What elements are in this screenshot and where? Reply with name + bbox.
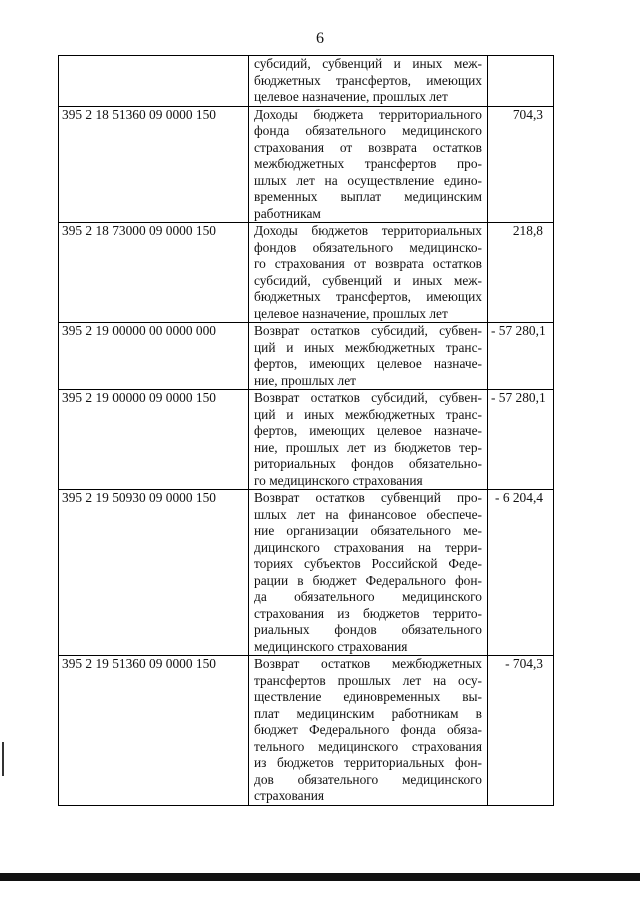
item-name-line: Возврат остатков субсидий, субвен- — [254, 390, 482, 405]
item-name-cell — [249, 56, 488, 107]
item-name-line: субсидий, субвенций и иных меж- — [254, 272, 482, 288]
item-name-cell — [249, 323, 488, 390]
table-row — [59, 490, 554, 656]
item-name-line: ториях субъектов Российской Феде- — [254, 556, 482, 571]
item-name-line: Доходы бюджетов территориальных — [254, 223, 482, 238]
item-name-line: фонда обязательного медицинского — [254, 123, 482, 138]
amount-cell — [488, 56, 554, 107]
item-name-line: да обязательного медицинского — [254, 589, 482, 604]
budget-code-cell: 395 2 19 00000 09 0000 150 — [59, 390, 249, 490]
amount-cell: - 704,3 — [488, 656, 554, 806]
item-name-line: субсидий, субвенций и иных меж- — [254, 56, 482, 71]
item-name-line: временных выплат медицинским — [254, 189, 482, 204]
budget-code-cell: 395 2 19 50930 09 0000 150 — [59, 490, 249, 656]
item-name-line: фертов, имеющих целевое назначе- — [254, 423, 482, 438]
table-row — [59, 323, 554, 390]
item-name-line: Возврат остатков субсидий, субвен- — [254, 323, 482, 338]
item-name-line: Возврат остатков субвенций про- — [254, 490, 482, 505]
budget-code-cell: 395 2 18 51360 09 0000 150 — [59, 106, 249, 223]
amount-cell: - 57 280,1 — [488, 323, 554, 390]
budget-code-cell: 395 2 19 51360 09 0000 150 — [59, 656, 249, 806]
budget-code-cell — [59, 56, 249, 107]
table-body — [59, 56, 554, 806]
item-name-line: ществление единовременных вы- — [254, 689, 482, 704]
item-name-line: бюджет Федерального фонда обяза- — [254, 722, 482, 737]
item-name-line: плат медицинским работникам в — [254, 705, 482, 721]
item-name-cell — [249, 223, 488, 323]
page-number: 6 — [316, 30, 324, 47]
item-name-line: Доходы бюджета территориального — [254, 106, 482, 122]
item-name-cell — [249, 490, 488, 656]
item-name-line: шлых лет на финансовое обеспече- — [254, 506, 482, 522]
item-name-line: риториальных фондов обязательно- — [254, 456, 482, 471]
budget-table — [58, 55, 554, 806]
table-row — [59, 390, 554, 490]
amount-cell: - 6 204,4 — [488, 490, 554, 656]
scan-margin-mark — [2, 742, 4, 776]
item-name-line: ций и иных межбюджетных транс- — [254, 406, 482, 422]
item-name-line: ние организации обязательного ме- — [254, 523, 482, 538]
item-name-line: го медицинского страхования — [254, 472, 423, 488]
amount-cell: 704,3 — [488, 106, 554, 223]
item-name-line: дицинского страхования на терри- — [254, 539, 482, 555]
item-name-cell — [249, 106, 488, 223]
item-name-line: страхования от возврата остатков — [254, 139, 482, 155]
item-name-line: фертов, имеющих целевое назначе- — [254, 356, 482, 371]
amount-cell: - 57 280,1 — [488, 390, 554, 490]
item-name-line: тельного медицинского страхования — [254, 738, 482, 754]
item-name-line: страхования — [254, 788, 325, 803]
item-name-line: дов обязательного медицинского — [254, 771, 482, 787]
item-name-line: целевое назначение, прошлых лет — [254, 305, 448, 321]
item-name-line: бюджетных трансфертов, имеющих — [254, 72, 482, 88]
item-name-line: ние, прошлых лет — [254, 372, 357, 388]
item-name-line: ние, прошлых лет из бюджетов тер- — [254, 439, 482, 455]
item-name-line: медицинского страхования — [254, 638, 408, 654]
table-row — [59, 656, 554, 806]
scan-bottom-bar — [0, 873, 640, 881]
item-name-line: из бюджетов территориальных фон- — [254, 755, 482, 770]
item-name-line: межбюджетных трансфертов про- — [254, 156, 482, 171]
item-name-cell — [249, 656, 488, 806]
budget-code-cell: 395 2 19 00000 00 0000 000 — [59, 323, 249, 390]
item-name-line: шлых лет на осуществление едино- — [254, 172, 482, 188]
amount-cell: 218,8 — [488, 223, 554, 323]
item-name-line: рации в бюджет Федерального фон- — [254, 572, 482, 588]
table-row — [59, 106, 554, 223]
item-name-line: ций и иных межбюджетных транс- — [254, 339, 482, 355]
item-name-line: Возврат остатков межбюджетных — [254, 656, 482, 671]
item-name-line: страхования из бюджетов террито- — [254, 605, 482, 621]
table-row — [59, 56, 554, 107]
item-name-line: фондов обязательного медицинско- — [254, 239, 482, 255]
item-name-line: работникам — [254, 205, 321, 221]
item-name-line: риальных фондов обязательного — [254, 622, 482, 637]
budget-code-cell: 395 2 18 73000 09 0000 150 — [59, 223, 249, 323]
item-name-line: го страхования от возврата остатков — [254, 256, 482, 271]
item-name-line: целевое назначение, прошлых лет — [254, 89, 448, 104]
table-row — [59, 223, 554, 323]
item-name-line: трансфертов прошлых лет на осу- — [254, 672, 482, 688]
item-name-cell — [249, 390, 488, 490]
item-name-line: бюджетных трансфертов, имеющих — [254, 289, 482, 304]
